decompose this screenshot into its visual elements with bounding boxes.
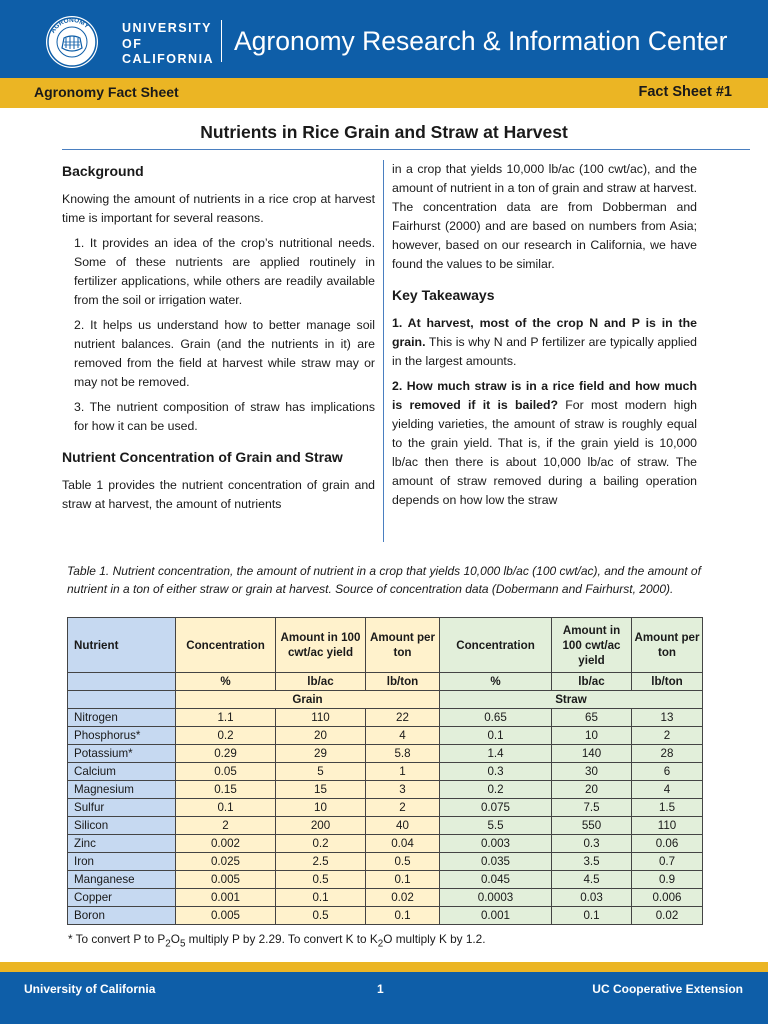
unit-cell: lb/ac	[276, 673, 366, 691]
takeaway-bold: 1. At harvest, most of the crop N and P is in the grain.	[392, 316, 697, 349]
value-cell: 13	[632, 709, 703, 727]
nutrient-name: Sulfur	[68, 799, 176, 817]
value-cell: 1.5	[632, 799, 703, 817]
value-cell: 4	[366, 727, 440, 745]
column-header: Amount in 100 cwt/ac yield	[276, 618, 366, 673]
value-cell: 1	[366, 763, 440, 781]
value-cell: 0.3	[552, 835, 632, 853]
fact-sheet-number: Fact Sheet #1	[638, 84, 732, 100]
takeaway-bold: 2. How much straw is in a rice field and how much is removed if it is bailed?	[392, 379, 697, 412]
empty-cell	[68, 691, 176, 709]
value-cell: 28	[632, 745, 703, 763]
value-cell: 0.003	[440, 835, 552, 853]
value-cell: 0.1	[366, 871, 440, 889]
value-cell: 0.02	[366, 889, 440, 907]
value-cell: 20	[276, 727, 366, 745]
value-cell: 0.2	[276, 835, 366, 853]
takeaway-text: For most modern high yielding varieties, the amount of straw is roughly equal to the grain yield. That is, if the grain yield is 10,000 lb/ac then there is about 10,000 lb/ac of straw. The amount of straw removed during a bailing operation depends on how low the straw	[392, 398, 698, 507]
nutrient-name: Boron	[68, 907, 176, 925]
header-divider	[221, 20, 222, 62]
university-wordmark: UNIVERSITY OF CALIFORNIA	[122, 21, 215, 66]
grain-group-label: Grain	[176, 691, 440, 709]
unit-cell: %	[176, 673, 276, 691]
footer-extension: UC Cooperative Extension	[592, 982, 743, 996]
fact-sheet-label: Agronomy Fact Sheet	[34, 84, 179, 100]
value-cell: 0.03	[552, 889, 632, 907]
value-cell: 140	[552, 745, 632, 763]
value-cell: 10	[276, 799, 366, 817]
value-cell: 3	[366, 781, 440, 799]
page-title: Nutrients in Rice Grain and Straw at Harvest	[200, 122, 568, 142]
value-cell: 0.29	[176, 745, 276, 763]
nutrient-name: Iron	[68, 853, 176, 871]
table-footnote: * To convert P to $P_2O_5$ multiply P by 2.29. To convert K to $K_2O$ multiply K by 1.2.	[68, 932, 486, 950]
value-cell: 10	[552, 727, 632, 745]
value-cell: 0.02	[632, 907, 703, 925]
group-row	[68, 691, 703, 709]
value-cell: 0.0003	[440, 889, 552, 907]
table-row	[68, 889, 703, 907]
value-cell: 0.006	[632, 889, 703, 907]
value-cell: 110	[276, 709, 366, 727]
value-cell: 0.7	[632, 853, 703, 871]
table-row	[68, 871, 703, 889]
value-cell: 0.65	[440, 709, 552, 727]
column-header: Nutrient	[68, 618, 176, 673]
value-cell: 0.1	[176, 799, 276, 817]
value-cell: 2	[632, 727, 703, 745]
takeaway-text: This is why N and P fertilizer are typically applied in the largest amounts.	[392, 335, 697, 368]
table-row	[68, 835, 703, 853]
value-cell: 30	[552, 763, 632, 781]
column-divider	[383, 160, 384, 542]
value-cell: 7.5	[552, 799, 632, 817]
nutrient-name: Zinc	[68, 835, 176, 853]
continuation-text: in a crop that yields 10,000 lb/ac (100 cwt/ac), and the amount of nutrient in a ton of grain and straw at harvest. The concentration data are from Dobberman and Fairhurst (2000) and are based on numbers from Asia; however, based on our research in California, we have found the values to be similar.	[392, 162, 697, 271]
column-header: Amount per ton	[632, 618, 703, 673]
table-row	[68, 709, 703, 727]
value-cell: 0.3	[440, 763, 552, 781]
value-cell: 200	[276, 817, 366, 835]
value-cell: 1.1	[176, 709, 276, 727]
nutrient-name: Copper	[68, 889, 176, 907]
unit-cell: %	[440, 673, 552, 691]
value-cell: 0.075	[440, 799, 552, 817]
value-cell: 110	[632, 817, 703, 835]
value-cell: 1.4	[440, 745, 552, 763]
background-heading: Background	[62, 163, 144, 179]
empty-cell	[68, 673, 176, 691]
value-cell: 0.05	[176, 763, 276, 781]
value-cell: 0.005	[176, 907, 276, 925]
left-column	[62, 160, 375, 520]
nutrient-name: Nitrogen	[68, 709, 176, 727]
value-cell: 0.2	[176, 727, 276, 745]
value-cell: 3.5	[552, 853, 632, 871]
unit-cell: lb/ton	[632, 673, 703, 691]
value-cell: 4.5	[552, 871, 632, 889]
value-cell: 2	[176, 817, 276, 835]
value-cell: 5.8	[366, 745, 440, 763]
value-cell: 0.1	[552, 907, 632, 925]
reason-item: 3. The nutrient composition of straw has implications for how it can be used.	[74, 400, 375, 433]
nutrient-table	[67, 617, 703, 925]
value-cell: 0.5	[366, 853, 440, 871]
value-cell: 4	[632, 781, 703, 799]
value-cell: 2	[366, 799, 440, 817]
value-cell: 0.001	[440, 907, 552, 925]
value-cell: 65	[552, 709, 632, 727]
takeaways-heading: Key Takeaways	[392, 287, 495, 303]
value-cell: 0.1	[440, 727, 552, 745]
concentration-text: Table 1 provides the nutrient concentration of grain and straw at harvest, the amount of nutrients	[62, 478, 375, 511]
value-cell: 550	[552, 817, 632, 835]
straw-group-label: Straw	[440, 691, 703, 709]
value-cell: 0.1	[366, 907, 440, 925]
header-bar	[0, 0, 768, 78]
value-cell: 15	[276, 781, 366, 799]
column-header: Amount in 100 cwt/ac yield	[552, 618, 632, 673]
title-divider	[62, 149, 750, 150]
value-cell: 20	[552, 781, 632, 799]
reason-item: 2. It helps us understand how to better manage soil nutrient balances. Grain (and the nutrients in it) are removed from the field at harvest while straw may or may not be removed.	[74, 318, 375, 389]
value-cell: 0.2	[440, 781, 552, 799]
value-cell: 0.5	[276, 871, 366, 889]
background-intro: Knowing the amount of nutrients in a rice crop at harvest time is important for several reasons.	[62, 192, 375, 225]
nutrient-name: Magnesium	[68, 781, 176, 799]
value-cell: 0.06	[632, 835, 703, 853]
value-cell: 0.1	[276, 889, 366, 907]
value-cell: 5.5	[440, 817, 552, 835]
value-cell: 0.035	[440, 853, 552, 871]
unit-cell: lb/ac	[552, 673, 632, 691]
value-cell: 40	[366, 817, 440, 835]
takeaway-item	[392, 377, 697, 510]
table-row	[68, 745, 703, 763]
concentration-heading: Nutrient Concentration of Grain and Straw	[62, 449, 343, 465]
svg-text:AGRONOMY: AGRONOMY	[49, 16, 91, 35]
nutrient-name: Calcium	[68, 763, 176, 781]
value-cell: 0.5	[276, 907, 366, 925]
table-row	[68, 781, 703, 799]
value-cell: 0.002	[176, 835, 276, 853]
column-header: Amount per ton	[366, 618, 440, 673]
value-cell: 6	[632, 763, 703, 781]
table-row	[68, 763, 703, 781]
agronomy-seal-logo	[44, 14, 100, 70]
value-cell: 0.9	[632, 871, 703, 889]
value-cell: 0.04	[366, 835, 440, 853]
nutrient-name: Manganese	[68, 871, 176, 889]
value-cell: 0.15	[176, 781, 276, 799]
units-row	[68, 673, 703, 691]
table-row	[68, 907, 703, 925]
value-cell: 0.025	[176, 853, 276, 871]
value-cell: 29	[276, 745, 366, 763]
column-header: Concentration	[176, 618, 276, 673]
value-cell: 0.045	[440, 871, 552, 889]
value-cell: 0.005	[176, 871, 276, 889]
nutrient-name: Phosphorus*	[68, 727, 176, 745]
value-cell: 22	[366, 709, 440, 727]
table-row	[68, 727, 703, 745]
table-row	[68, 853, 703, 871]
center-title: Agronomy Research & Information Center	[234, 26, 728, 56]
value-cell: 2.5	[276, 853, 366, 871]
reason-item: 1. It provides an idea of the crop’s nutritional needs. Some of these nutrients are applied routinely in fertilizer applications, while others are readily available from the soil or irrigation water.	[74, 236, 375, 307]
page-number: 1	[377, 982, 384, 996]
footer-gold-stripe	[0, 962, 768, 972]
value-cell: 5	[276, 763, 366, 781]
value-cell: 0.001	[176, 889, 276, 907]
table-row	[68, 799, 703, 817]
column-header: Concentration	[440, 618, 552, 673]
right-column	[392, 160, 697, 516]
unit-cell: lb/ton	[366, 673, 440, 691]
nutrient-name: Silicon	[68, 817, 176, 835]
footer-university: University of California	[24, 982, 156, 996]
table-caption: Table 1. Nutrient concentration, the amount of nutrient in a crop that yields 10,000 lb/ac (100 cwt/ac), and the amount of nutrient in a ton of either straw or grain at harvest. Source of concentration data (Dobermann and Fairhurst, 2000).	[67, 564, 701, 596]
table-header-row	[68, 618, 703, 673]
takeaway-item	[392, 314, 697, 371]
table-row	[68, 817, 703, 835]
footer-bar	[0, 972, 768, 1024]
nutrient-name: Potassium*	[68, 745, 176, 763]
